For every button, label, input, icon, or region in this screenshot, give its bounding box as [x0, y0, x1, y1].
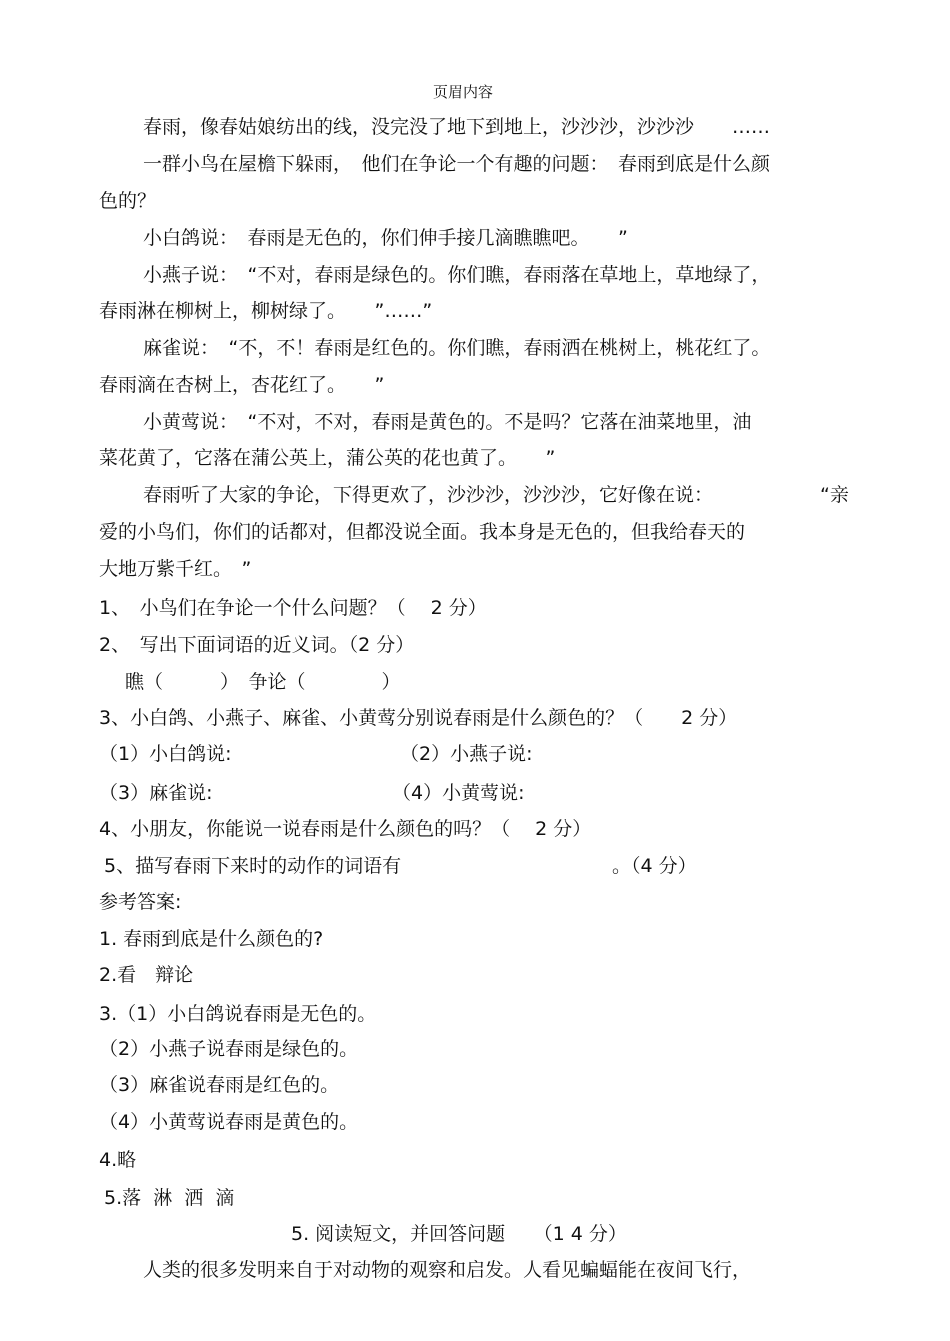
answer-item: （2）小燕子说春雨是绿色的。: [99, 1038, 359, 1060]
story-line: “亲: [820, 484, 849, 506]
question-3-part-3: （3）麻雀说:: [99, 782, 213, 804]
question-4: 4、小朋友，你能说一说春雨是什么颜色的吗？（ 2 分）: [99, 818, 592, 840]
story-line: 小白鸽说： 春雨是无色的，你们伸手接几滴瞧瞧吧。 ”: [143, 227, 628, 249]
question-3-part-1: （1）小白鸽说:: [99, 743, 232, 765]
answer-item: （3）麻雀说春雨是红色的。: [99, 1074, 340, 1096]
story-line: 爱的小鸟们，你们的话都对，但都没说全面。我本身是无色的，但我给春天的: [99, 521, 746, 543]
question-3-part-2: （2）小燕子说:: [400, 743, 533, 765]
question-5-score: 。（4 分）: [612, 855, 697, 877]
story-line: 春雨听了大家的争论，下得更欢了，沙沙沙，沙沙沙，它好像在说：: [143, 484, 714, 506]
story-line: 春雨滴在杏树上，杏花红了。 ”: [99, 374, 385, 396]
question-2: 2、 写出下面词语的近义词。（2 分）: [99, 634, 415, 656]
passage-line: 人类的很多发明来自于对动物的观察和启发。人看见蝙蝠能在夜间飞行，: [143, 1259, 752, 1281]
question-3-part-4: （4）小黄莺说:: [392, 782, 525, 804]
question-3: 3、小白鸽、小燕子、麻雀、小黄莺分别说春雨是什么颜色的？（ 2 分）: [99, 707, 738, 729]
story-line: 春雨淋在柳树上，柳树绿了。 ”……”: [99, 300, 433, 322]
page-header: 页眉内容: [433, 83, 494, 101]
story-line: 小黄莺说： “不对，不对，春雨是黄色的。不是吗？它落在油菜地里，油: [143, 411, 752, 433]
story-line: 春雨，像春姑娘纺出的线，没完没了地下到地上，沙沙沙，沙沙沙 ……: [143, 116, 771, 138]
question-5: 5、描写春雨下来时的动作的词语有: [104, 855, 402, 877]
question-2-blanks: 瞧（ ） 争论（ ）: [125, 671, 401, 693]
answers-title: 参考答案:: [99, 891, 182, 913]
story-line: 大地万紫千红。 ”: [99, 558, 252, 580]
story-line: 小燕子说： “不对，春雨是绿色的。你们瞧，春雨落在草地上，草地绿了，: [143, 264, 771, 286]
answer-item: 3.（1）小白鸽说春雨是无色的。: [99, 1003, 377, 1025]
story-line: 色的？: [99, 190, 157, 212]
answer-item: 5.落 淋 洒 滴: [104, 1187, 235, 1209]
answer-item: 2.看 辩论: [99, 964, 194, 986]
section-title: 5. 阅读短文，并回答问题 （1 4 分）: [291, 1223, 627, 1245]
answer-item: 4.略: [99, 1149, 137, 1171]
answer-item: （4）小黄莺说春雨是黄色的。: [99, 1111, 359, 1133]
story-line: 一群小鸟在屋檐下躲雨， 他们在争论一个有趣的问题： 春雨到底是什么颜: [143, 153, 771, 175]
story-line: 菜花黄了，它落在蒲公英上，蒲公英的花也黄了。 ”: [99, 447, 556, 469]
question-1: 1、 小鸟们在争论一个什么问题？（ 2 分）: [99, 597, 487, 619]
story-line: 麻雀说： “不，不！春雨是红色的。你们瞧，春雨洒在桃树上，桃花红了。: [143, 337, 771, 359]
answer-item: 1. 春雨到底是什么颜色的?: [99, 928, 324, 950]
